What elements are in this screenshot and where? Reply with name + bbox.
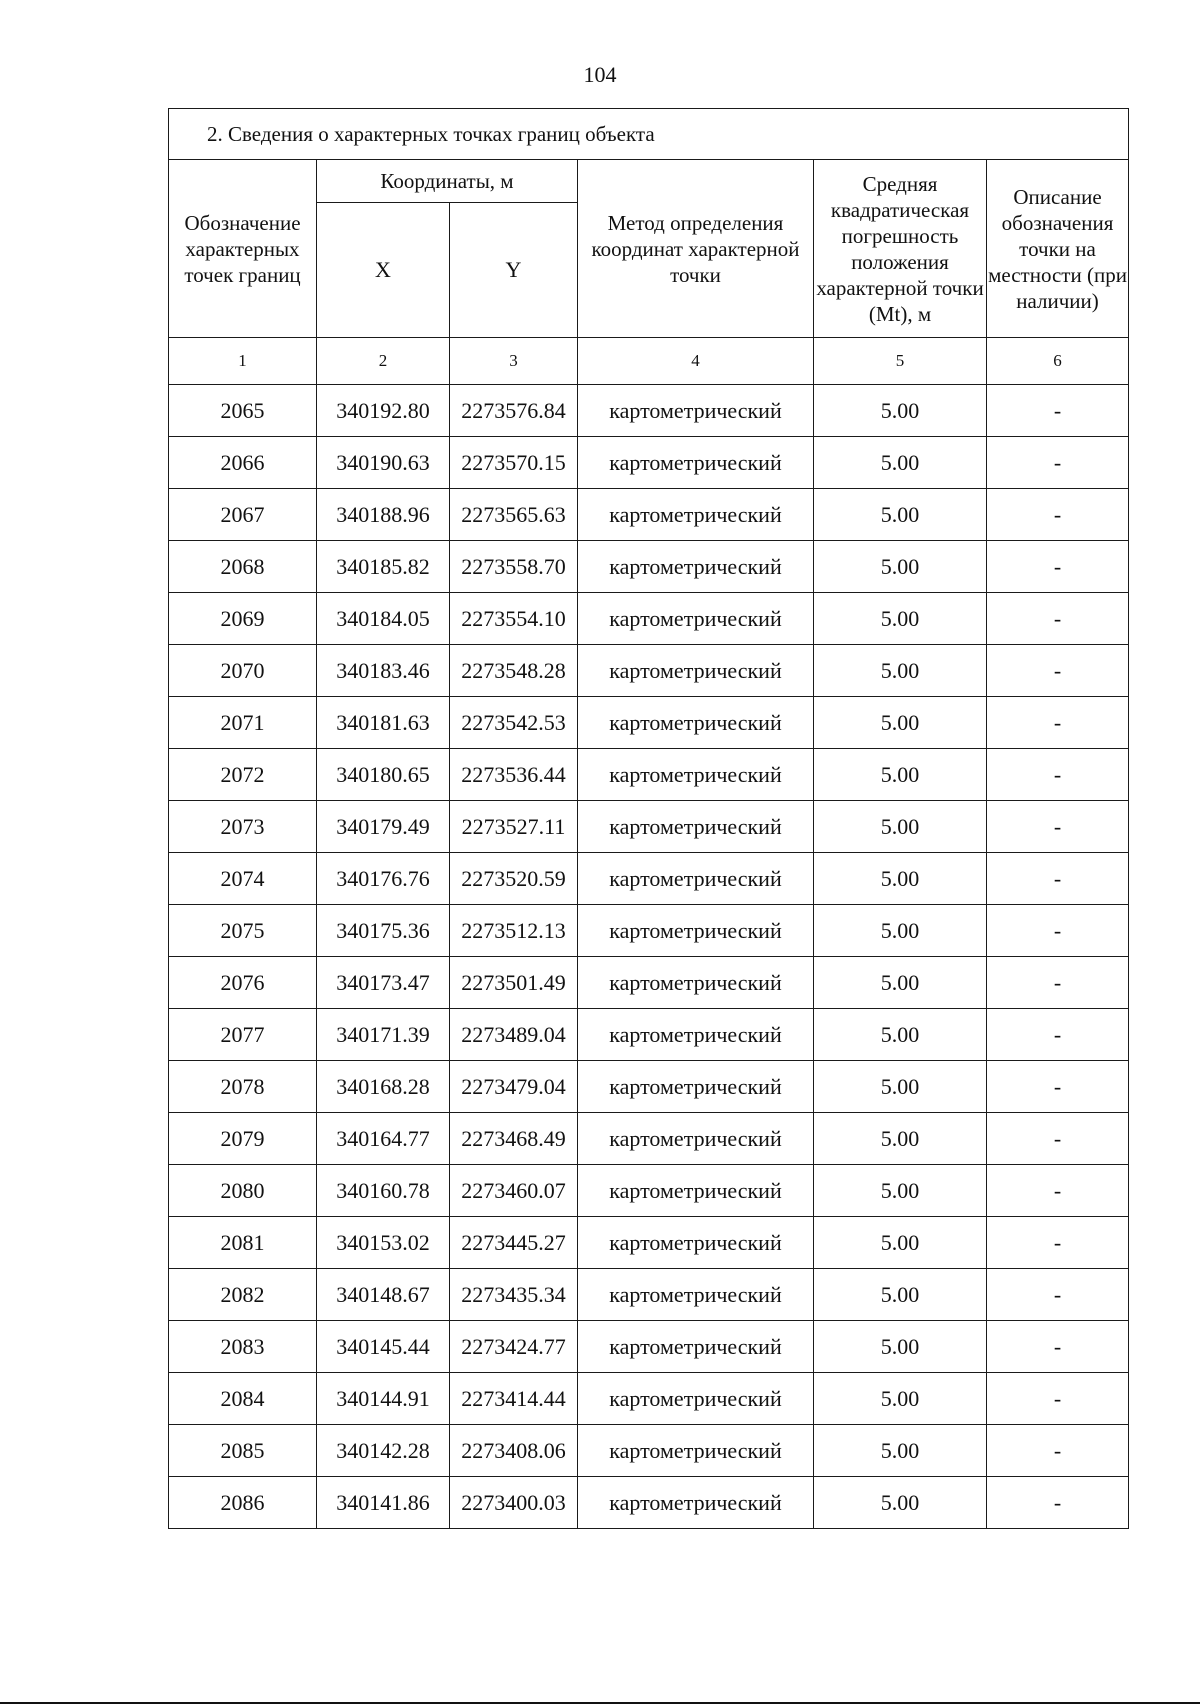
- y-coordinate-cell: 2273558.70: [450, 541, 578, 593]
- description-cell: -: [987, 957, 1129, 1009]
- method-cell: картометрический: [578, 1425, 814, 1477]
- y-coordinate-cell: 2273445.27: [450, 1217, 578, 1269]
- method-cell: картометрический: [578, 1165, 814, 1217]
- method-cell: картометрический: [578, 1009, 814, 1061]
- description-cell: -: [987, 1425, 1129, 1477]
- description-cell: -: [987, 1477, 1129, 1529]
- y-coordinate-cell: 2273554.10: [450, 593, 578, 645]
- method-cell: картометрический: [578, 749, 814, 801]
- y-coordinate-cell: 2273536.44: [450, 749, 578, 801]
- table-row: [169, 1269, 1129, 1321]
- x-coordinate-cell: 340183.46: [317, 645, 450, 697]
- x-coordinate-cell: 340160.78: [317, 1165, 450, 1217]
- point-cell: 2071: [169, 697, 317, 749]
- accuracy-cell: 5.00: [814, 905, 987, 957]
- point-cell: 2078: [169, 1061, 317, 1113]
- point-cell: 2068: [169, 541, 317, 593]
- table-row: [169, 489, 1129, 541]
- point-cell: 2079: [169, 1113, 317, 1165]
- header-row: [169, 160, 1129, 203]
- y-coordinate-cell: 2273489.04: [450, 1009, 578, 1061]
- column-number: 6: [987, 338, 1129, 385]
- accuracy-cell: 5.00: [814, 697, 987, 749]
- point-cell: 2070: [169, 645, 317, 697]
- accuracy-cell: 5.00: [814, 645, 987, 697]
- accuracy-cell: 5.00: [814, 1477, 987, 1529]
- method-cell: картометрический: [578, 1373, 814, 1425]
- x-coordinate-cell: 340168.28: [317, 1061, 450, 1113]
- method-cell: картометрический: [578, 541, 814, 593]
- x-coordinate-cell: 340184.05: [317, 593, 450, 645]
- table-row: [169, 957, 1129, 1009]
- table-row: [169, 1113, 1129, 1165]
- y-coordinate-cell: 2273576.84: [450, 385, 578, 437]
- point-cell: 2067: [169, 489, 317, 541]
- x-coordinate-cell: 340142.28: [317, 1425, 450, 1477]
- x-coordinate-cell: 340148.67: [317, 1269, 450, 1321]
- accuracy-cell: 5.00: [814, 1113, 987, 1165]
- table-row: [169, 541, 1129, 593]
- description-cell: -: [987, 749, 1129, 801]
- x-coordinate-cell: 340145.44: [317, 1321, 450, 1373]
- y-coordinate-cell: 2273408.06: [450, 1425, 578, 1477]
- description-cell: -: [987, 385, 1129, 437]
- description-cell: -: [987, 1321, 1129, 1373]
- table-row: [169, 1061, 1129, 1113]
- header-accuracy: Средняя квадратическая погрешность положения характерной точки (Mt), м: [814, 160, 987, 338]
- method-cell: картометрический: [578, 593, 814, 645]
- method-cell: картометрический: [578, 1269, 814, 1321]
- description-cell: -: [987, 489, 1129, 541]
- method-cell: картометрический: [578, 385, 814, 437]
- x-coordinate-cell: 340176.76: [317, 853, 450, 905]
- method-cell: картометрический: [578, 1217, 814, 1269]
- accuracy-cell: 5.00: [814, 593, 987, 645]
- method-cell: картометрический: [578, 489, 814, 541]
- description-cell: -: [987, 1269, 1129, 1321]
- description-cell: -: [987, 905, 1129, 957]
- table-row: [169, 697, 1129, 749]
- accuracy-cell: 5.00: [814, 1425, 987, 1477]
- accuracy-cell: 5.00: [814, 1217, 987, 1269]
- description-cell: -: [987, 1165, 1129, 1217]
- header-x: X: [317, 203, 450, 338]
- accuracy-cell: 5.00: [814, 749, 987, 801]
- x-coordinate-cell: 340141.86: [317, 1477, 450, 1529]
- y-coordinate-cell: 2273565.63: [450, 489, 578, 541]
- column-number: 1: [169, 338, 317, 385]
- table-row: [169, 1373, 1129, 1425]
- description-cell: -: [987, 645, 1129, 697]
- y-coordinate-cell: 2273520.59: [450, 853, 578, 905]
- point-cell: 2085: [169, 1425, 317, 1477]
- column-number: 5: [814, 338, 987, 385]
- description-cell: -: [987, 697, 1129, 749]
- boundary-points-table: [168, 108, 1129, 1529]
- y-coordinate-cell: 2273479.04: [450, 1061, 578, 1113]
- point-cell: 2077: [169, 1009, 317, 1061]
- accuracy-cell: 5.00: [814, 489, 987, 541]
- method-cell: картометрический: [578, 853, 814, 905]
- x-coordinate-cell: 340164.77: [317, 1113, 450, 1165]
- method-cell: картометрический: [578, 1113, 814, 1165]
- table-row: [169, 645, 1129, 697]
- method-cell: картометрический: [578, 697, 814, 749]
- point-cell: 2084: [169, 1373, 317, 1425]
- table-row: [169, 1425, 1129, 1477]
- point-cell: 2069: [169, 593, 317, 645]
- column-number: 2: [317, 338, 450, 385]
- accuracy-cell: 5.00: [814, 1373, 987, 1425]
- table-row: [169, 1217, 1129, 1269]
- y-coordinate-cell: 2273400.03: [450, 1477, 578, 1529]
- x-coordinate-cell: 340175.36: [317, 905, 450, 957]
- accuracy-cell: 5.00: [814, 957, 987, 1009]
- table-row: [169, 1321, 1129, 1373]
- method-cell: картометрический: [578, 905, 814, 957]
- column-number: 4: [578, 338, 814, 385]
- page-number: 104: [583, 62, 617, 87]
- method-cell: картометрический: [578, 645, 814, 697]
- method-cell: картометрический: [578, 437, 814, 489]
- method-cell: картометрический: [578, 1477, 814, 1529]
- description-cell: -: [987, 1113, 1129, 1165]
- point-cell: 2073: [169, 801, 317, 853]
- x-coordinate-cell: 340153.02: [317, 1217, 450, 1269]
- point-cell: 2086: [169, 1477, 317, 1529]
- x-coordinate-cell: 340180.65: [317, 749, 450, 801]
- accuracy-cell: 5.00: [814, 541, 987, 593]
- description-cell: -: [987, 541, 1129, 593]
- table-row: [169, 593, 1129, 645]
- description-cell: -: [987, 801, 1129, 853]
- header-coordinates: Координаты, м: [317, 160, 578, 203]
- table-row: [169, 853, 1129, 905]
- y-coordinate-cell: 2273414.44: [450, 1373, 578, 1425]
- y-coordinate-cell: 2273460.07: [450, 1165, 578, 1217]
- table-row: [169, 385, 1129, 437]
- point-cell: 2066: [169, 437, 317, 489]
- x-coordinate-cell: 340171.39: [317, 1009, 450, 1061]
- y-coordinate-cell: 2273548.28: [450, 645, 578, 697]
- point-cell: 2065: [169, 385, 317, 437]
- section-title-row: [169, 109, 1129, 160]
- accuracy-cell: 5.00: [814, 853, 987, 905]
- header-y: Y: [450, 203, 578, 338]
- x-coordinate-cell: 340179.49: [317, 801, 450, 853]
- header-designation: Обозначение характерных точек границ: [169, 160, 317, 338]
- method-cell: картометрический: [578, 957, 814, 1009]
- accuracy-cell: 5.00: [814, 385, 987, 437]
- accuracy-cell: 5.00: [814, 1061, 987, 1113]
- section-title: 2. Сведения о характерных точках границ объекта: [169, 109, 1129, 160]
- accuracy-cell: 5.00: [814, 1321, 987, 1373]
- accuracy-cell: 5.00: [814, 801, 987, 853]
- point-cell: 2080: [169, 1165, 317, 1217]
- method-cell: картометрический: [578, 801, 814, 853]
- table-row: [169, 905, 1129, 957]
- table-row: [169, 749, 1129, 801]
- accuracy-cell: 5.00: [814, 1009, 987, 1061]
- table-row: [169, 437, 1129, 489]
- accuracy-cell: 5.00: [814, 1165, 987, 1217]
- table-row: [169, 1477, 1129, 1529]
- y-coordinate-cell: 2273542.53: [450, 697, 578, 749]
- y-coordinate-cell: 2273468.49: [450, 1113, 578, 1165]
- x-coordinate-cell: 340144.91: [317, 1373, 450, 1425]
- method-cell: картометрический: [578, 1061, 814, 1113]
- column-number: 3: [450, 338, 578, 385]
- point-cell: 2081: [169, 1217, 317, 1269]
- x-coordinate-cell: 340181.63: [317, 697, 450, 749]
- y-coordinate-cell: 2273512.13: [450, 905, 578, 957]
- point-cell: 2072: [169, 749, 317, 801]
- table-row: [169, 801, 1129, 853]
- x-coordinate-cell: 340188.96: [317, 489, 450, 541]
- column-numbers-row: [169, 338, 1129, 385]
- table-row: [169, 1009, 1129, 1061]
- description-cell: -: [987, 1009, 1129, 1061]
- y-coordinate-cell: 2273424.77: [450, 1321, 578, 1373]
- x-coordinate-cell: 340173.47: [317, 957, 450, 1009]
- description-cell: -: [987, 1217, 1129, 1269]
- description-cell: -: [987, 593, 1129, 645]
- accuracy-cell: 5.00: [814, 1269, 987, 1321]
- point-cell: 2075: [169, 905, 317, 957]
- point-cell: 2074: [169, 853, 317, 905]
- point-cell: 2082: [169, 1269, 317, 1321]
- table-row: [169, 1165, 1129, 1217]
- description-cell: -: [987, 853, 1129, 905]
- accuracy-cell: 5.00: [814, 437, 987, 489]
- point-cell: 2076: [169, 957, 317, 1009]
- method-cell: картометрический: [578, 1321, 814, 1373]
- y-coordinate-cell: 2273435.34: [450, 1269, 578, 1321]
- x-coordinate-cell: 340192.80: [317, 385, 450, 437]
- x-coordinate-cell: 340190.63: [317, 437, 450, 489]
- y-coordinate-cell: 2273527.11: [450, 801, 578, 853]
- description-cell: -: [987, 1061, 1129, 1113]
- header-method: Метод определения координат характерной точки: [578, 160, 814, 338]
- header-description: Описание обозначения точки на местности (при наличии): [987, 160, 1129, 338]
- y-coordinate-cell: 2273570.15: [450, 437, 578, 489]
- x-coordinate-cell: 340185.82: [317, 541, 450, 593]
- description-cell: -: [987, 1373, 1129, 1425]
- point-cell: 2083: [169, 1321, 317, 1373]
- y-coordinate-cell: 2273501.49: [450, 957, 578, 1009]
- description-cell: -: [987, 437, 1129, 489]
